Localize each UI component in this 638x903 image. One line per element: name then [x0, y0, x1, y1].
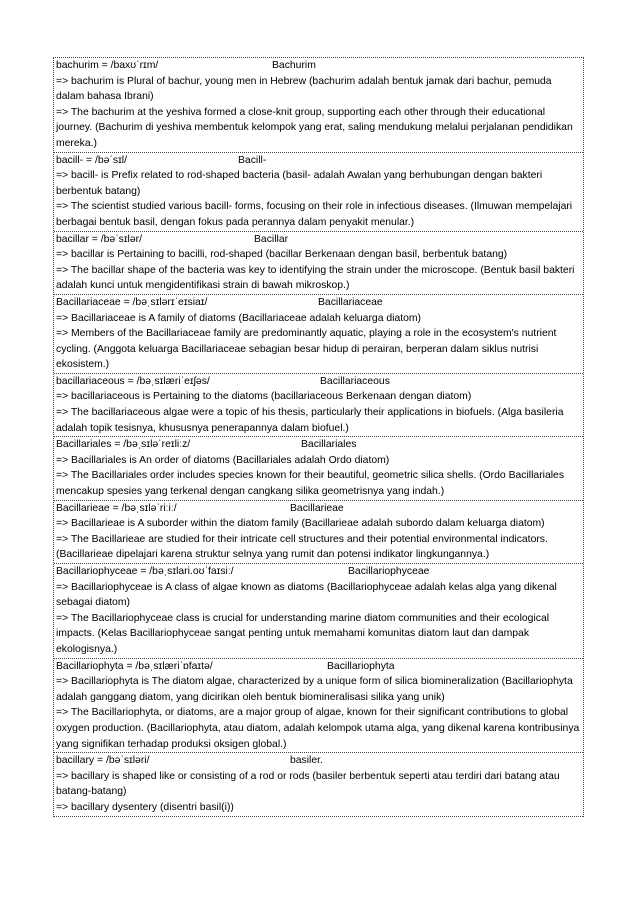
entry-headword: Bacillariophyceae	[348, 566, 430, 577]
entry-headword: Bacillariophyta	[327, 660, 395, 672]
entry-pronunciation: bacillariaceous = /bəˌsɪlæriˈeɪʃəs/	[56, 375, 210, 387]
entry-headline	[56, 295, 582, 311]
glossary-entry	[54, 659, 583, 754]
entry-definition: => Bacillariophyceae is A class of algae known as diatoms (Bacillariophyceae adalah kelas alga yang dikenal sebagai diatom)	[56, 581, 557, 609]
glossary-entry	[54, 232, 583, 295]
entry-pronunciation: Bacillarieae = /bəˌsɪləˈriːiː/	[56, 502, 177, 514]
entry-pronunciation: Bacillariophyceae = /bəˌsɪlari.oʊˈfaɪsiː/	[56, 566, 234, 577]
entry-definition: => bachurim is Plural of bachur, young men in Hebrew (bachurim adalah bentuk jamak dari bachur, pemuda dalam bahasa Ibrani)	[56, 75, 552, 103]
entry-headword: Bacillarieae	[290, 502, 344, 514]
entry-definition: => Bacillarieae is A suborder within the diatom family (Bacillarieae adalah subordo dalam keluarga diatom)	[56, 518, 545, 530]
entry-example: => Members of the Bacillariaceae family are predominantly aquatic, playing a role in the ecosystem's nutrient cycling. (Anggota keluarga Bacillariaceae sebagian besar hidup di perairan, berperan dalam siklus nutrisi ekosistem.)	[56, 328, 557, 371]
entry-example: => The Bacillariophyceae class is crucial for understanding marine diatom communities and their ecological impacts. (Kelas Bacillariophyceae sangat penting untuk memahami komunitas diatom laut dan dampak ekologisnya.)	[56, 612, 550, 655]
entry-headword: Bacillariaceous	[320, 375, 390, 387]
glossary-entry	[54, 58, 583, 153]
entry-definition: => bacill- is Prefix related to rod-shaped bacteria (basil- adalah Awalan yang berhubungan dengan bakteri berbentuk batang)	[56, 170, 543, 197]
entry-headline	[56, 374, 582, 390]
entry-example: => The bachurim at the yeshiva formed a close-knit group, supporting each other through their educational journey. (Bachurim di yeshiva membentuk kelompok yang erat, saling mendukung melalui perjalanan pendidikan mereka.)	[56, 106, 573, 149]
entry-headword: basiler.	[290, 755, 323, 767]
glossary-entry	[54, 753, 583, 816]
entry-example: => The Bacillariophyta, or diatoms, are a major group of algae, known for their significant contributions to global oxygen production. (Bacillariophyta, atau diatom, adalah kelompok utama alga, yang dikenal karena kontribusinya yang signifikan terhadap produksi oksigen global.)	[56, 707, 580, 750]
glossary-entry	[54, 501, 583, 564]
entry-pronunciation: Bacillariophyta = /bəˌsɪlæriˈɒfaɪtə/	[56, 660, 213, 672]
entry-pronunciation: bacillar = /bəˈsɪlər/	[56, 233, 142, 245]
entry-definition: => bacillariaceous is Pertaining to the diatoms (bacillariaceous Berkenaan dengan diatom)	[56, 391, 472, 403]
entry-pronunciation: bachurim = /baxʊˈrɪm/	[56, 60, 159, 71]
entry-headword: Bacillariales	[301, 439, 357, 451]
glossary-entry	[54, 374, 583, 437]
entry-example: => The Bacillarieae are studied for their intricate cell structures and their potential environmental indicators. (Bacillarieae dipelajari karena struktur selnya yang rumit dan potensi indikator lingkungannya.)	[56, 533, 548, 561]
entry-example: => The bacillariaceous algae were a topic of his thesis, particularly their applications in biofuels. (Alga basileria adalah topik tesisnya, khususnya penerapannya dalam biofuel.)	[56, 407, 564, 434]
entry-headword: Bacillar	[254, 233, 289, 245]
entry-definition: => Bacillariophyta is The diatom algae, characterized by a unique form of silica biomineralization (Bacillariophyta adalah ganggang diatom, yang dicirikan oleh bentuk biomineralisasi silika yang unik)	[56, 676, 573, 703]
glossary-entry	[54, 153, 583, 232]
entry-headline	[56, 437, 582, 453]
entry-headline	[56, 501, 582, 517]
glossary-entry	[54, 564, 583, 659]
glossary-entry	[54, 295, 583, 374]
glossary-entry	[54, 437, 583, 500]
entry-headline	[56, 232, 582, 248]
entry-definition: => bacillary is shaped like or consisting of a rod or rods (basiler berbentuk seperti atau terdiri dari batang atau batang-batang)	[56, 770, 560, 798]
entry-pronunciation: Bacillariaceae = /bəˌsɪlərɪˈeɪsiaɪ/	[56, 296, 208, 308]
entry-headline	[56, 58, 582, 74]
entry-example: => bacillary dysentery (disentri basil(i))	[56, 801, 234, 813]
entry-pronunciation: bacillary = /bəˈsɪləri/	[56, 755, 150, 767]
entry-headword: Bachurim	[272, 60, 316, 71]
entry-definition: => bacillar is Pertaining to bacilli, rod-shaped (bacillar Berkenaan dengan basil, berbentuk batang)	[56, 249, 508, 261]
entry-headline	[56, 659, 582, 675]
entry-definition: => Bacillariales is An order of diatoms (Bacillariales adalah Ordo diatom)	[56, 454, 390, 466]
entry-headline	[56, 564, 582, 580]
entry-definition: => Bacillariaceae is A family of diatoms (Bacillariaceae adalah keluarga diatom)	[56, 312, 422, 324]
entry-headword: Bacill-	[238, 154, 267, 166]
entry-example: => The Bacillariales order includes species known for their beautiful, geometric silica shells. (Ordo Bacillariales mencakup spesies yang terkenal dengan cangkang silika geometrisnya yang indah.)	[56, 470, 565, 498]
entry-headline	[56, 753, 582, 769]
entry-headline	[56, 153, 582, 169]
entry-pronunciation: bacill- = /bəˈsɪl/	[56, 154, 127, 166]
entry-example: => The bacillar shape of the bacteria was key to identifying the strain under the microscope. (Bentuk basil bakteri adalah kunci untuk mengidentifikasi strain di bawah mikroskop.)	[56, 264, 575, 292]
entry-pronunciation: Bacillariales = /bəˌsɪləˈreɪliːz/	[56, 439, 191, 451]
entry-example: => The scientist studied various bacill- forms, focusing on their role in infectious diseases. (Ilmuwan mempelajari berbagai bentuk basil, dengan fokus pada perannya dalam penyakit menular.)	[56, 201, 573, 228]
glossary-page	[53, 57, 584, 817]
entry-headword: Bacillariaceae	[318, 296, 383, 308]
